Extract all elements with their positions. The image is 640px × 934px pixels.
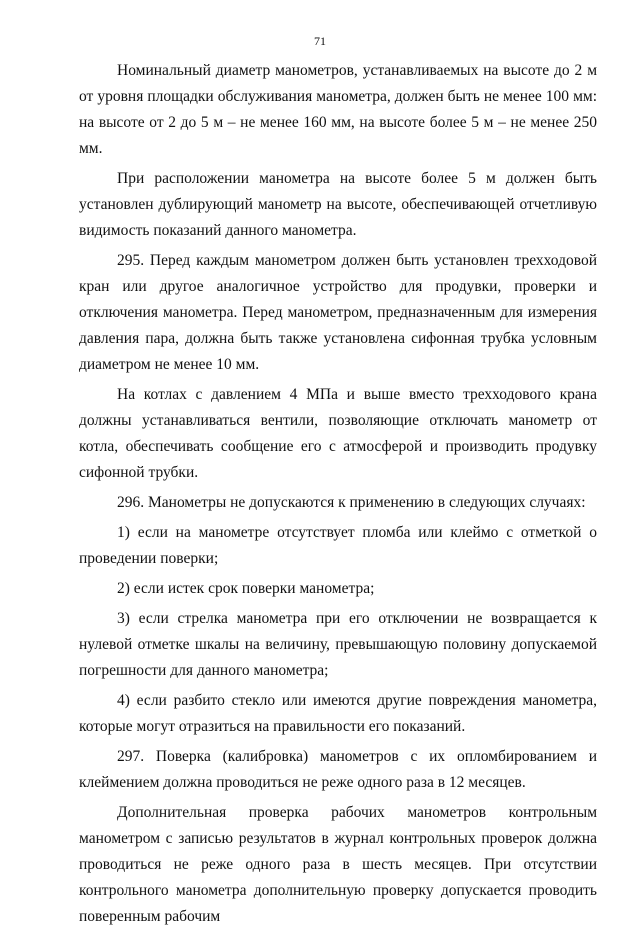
paragraph-duplicate-gauge: При расположении манометра на высоте более 5 м должен быть установлен дублирующий манометр на высоте, обеспечивающей отчетливую видимость показаний данного манометра.	[79, 170, 597, 239]
paragraph-boiler-valves: На котлах с давлением 4 МПа и выше вместо трехходового крана должны устанавливаться вентили, позволяющие отключать манометр от котла, обеспечивать сообщение его с атмосферой и производить продувку сифонной трубки.	[79, 386, 597, 481]
document-body	[79, 58, 597, 934]
paragraph-gauge-diameter: Номинальный диаметр манометров, устанавливаемых на высоте до 2 м от уровня площадки обслуживания манометра, должен быть не менее 100 мм: на высоте от 2 до 5 м – не менее 160 мм, на высоте более 5 м – не менее 250 мм.	[79, 62, 597, 157]
list-item-1: 1) если на манометре отсутствует пломба или клеймо с отметкой о проведении поверки;	[79, 524, 597, 567]
paragraph-296: 296. Манометры не допускаются к применению в следующих случаях:	[117, 494, 586, 511]
paragraph-295: 295. Перед каждым манометром должен быть установлен трехходовой кран или другое аналогичное устройство для продувки, проверки и отключения манометра. Перед манометром, предназначенным для измерения давления пара, должна быть также установлена сифонная трубка условным диаметром не менее 10 мм.	[79, 252, 597, 373]
list-item-2: 2) если истек срок поверки манометра;	[117, 580, 375, 597]
list-item-3: 3) если стрелка манометра при его отключении не возвращается к нулевой отметке шкалы на величину, превышающую половину допускаемой погрешности для данного манометра;	[79, 610, 597, 679]
page-number: 71	[314, 34, 326, 48]
paragraph-297: 297. Поверка (калибровка) манометров с их опломбированием и клеймением должна проводиться не реже одного раза в 12 месяцев.	[79, 748, 597, 791]
paragraph-additional-check: Дополнительная проверка рабочих манометров контрольным манометром с записью результатов в журнал контрольных проверок должна проводиться не реже одного раза в шесть месяцев. При отсутствии контрольного манометра дополнительную проверку допускается проводить поверенным рабочим	[79, 804, 597, 925]
list-item-4: 4) если разбито стекло или имеются другие повреждения манометра, которые могут отразиться на правильности его показаний.	[79, 692, 597, 735]
